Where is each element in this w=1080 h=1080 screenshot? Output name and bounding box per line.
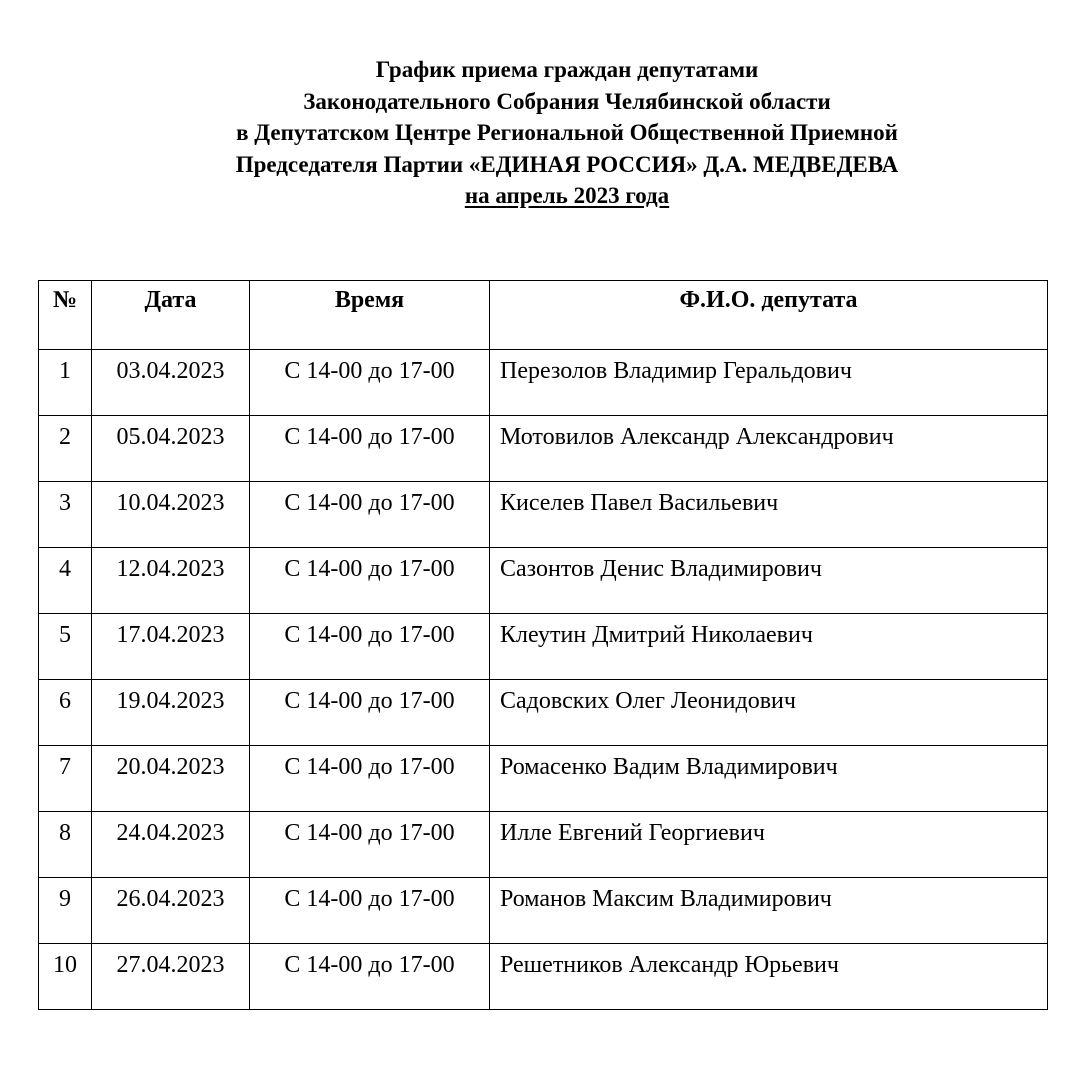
table-row — [39, 680, 1048, 746]
table-row — [39, 944, 1048, 1010]
row-date: 03.04.2023 — [92, 350, 250, 416]
table-row — [39, 350, 1048, 416]
title-line-3: в Депутатском Центре Региональной Общественной Приемной — [236, 120, 898, 145]
table-row — [39, 548, 1048, 614]
row-number: 2 — [39, 416, 92, 482]
row-deputy-name: Сазонтов Денис Владимирович — [490, 548, 1048, 614]
row-date: 24.04.2023 — [92, 812, 250, 878]
row-number: 3 — [39, 482, 92, 548]
row-time: С 14-00 до 17-00 — [250, 482, 490, 548]
row-deputy-name: Садовских Олег Леонидович — [490, 680, 1048, 746]
row-date: 19.04.2023 — [92, 680, 250, 746]
table-body — [39, 350, 1048, 1010]
row-deputy-name: Киселев Павел Васильевич — [490, 482, 1048, 548]
table-row — [39, 416, 1048, 482]
row-number: 1 — [39, 350, 92, 416]
row-time: С 14-00 до 17-00 — [250, 350, 490, 416]
title-line-4: Председателя Партии «ЕДИНАЯ РОССИЯ» Д.А. МЕДВЕДЕВА — [235, 151, 899, 177]
table-row — [39, 878, 1048, 944]
row-time: С 14-00 до 17-00 — [250, 878, 490, 944]
row-number: 8 — [39, 812, 92, 878]
row-time: С 14-00 до 17-00 — [250, 746, 490, 812]
row-time: С 14-00 до 17-00 — [250, 680, 490, 746]
row-date: 17.04.2023 — [92, 614, 250, 680]
row-number: 10 — [39, 944, 92, 1010]
title-line-1: График приема граждан депутатами — [375, 57, 759, 82]
row-date: 10.04.2023 — [92, 482, 250, 548]
row-deputy-name: Мотовилов Александр Александрович — [490, 416, 1048, 482]
row-deputy-name: Перезолов Владимир Геральдович — [490, 350, 1048, 416]
column-header-name: Ф.И.О. депутата — [490, 281, 1048, 350]
document-title — [0, 54, 1080, 212]
row-time: С 14-00 до 17-00 — [250, 548, 490, 614]
row-deputy-name: Романов Максим Владимирович — [490, 878, 1048, 944]
row-number: 4 — [39, 548, 92, 614]
title-line-2: Законодательного Собрания Челябинской области — [303, 88, 831, 114]
row-deputy-name: Клеутин Дмитрий Николаевич — [490, 614, 1048, 680]
row-date: 20.04.2023 — [92, 746, 250, 812]
row-date: 12.04.2023 — [92, 548, 250, 614]
row-number: 6 — [39, 680, 92, 746]
row-date: 27.04.2023 — [92, 944, 250, 1010]
row-number: 5 — [39, 614, 92, 680]
table-row — [39, 614, 1048, 680]
title-period: на апрель 2023 года — [464, 183, 670, 208]
schedule-table — [38, 280, 1048, 1010]
table-row — [39, 812, 1048, 878]
column-header-number: № — [39, 281, 92, 350]
row-time: С 14-00 до 17-00 — [250, 812, 490, 878]
row-deputy-name: Илле Евгений Георгиевич — [490, 812, 1048, 878]
row-date: 05.04.2023 — [92, 416, 250, 482]
column-header-time: Время — [250, 281, 490, 350]
table-row — [39, 482, 1048, 548]
row-deputy-name: Ромасенко Вадим Владимирович — [490, 746, 1048, 812]
row-date: 26.04.2023 — [92, 878, 250, 944]
row-time: С 14-00 до 17-00 — [250, 614, 490, 680]
column-header-date: Дата — [92, 281, 250, 350]
row-time: С 14-00 до 17-00 — [250, 944, 490, 1010]
row-time: С 14-00 до 17-00 — [250, 416, 490, 482]
table-header-row — [39, 281, 1048, 350]
row-number: 9 — [39, 878, 92, 944]
row-deputy-name: Решетников Александр Юрьевич — [490, 944, 1048, 1010]
row-number: 7 — [39, 746, 92, 812]
table-row — [39, 746, 1048, 812]
